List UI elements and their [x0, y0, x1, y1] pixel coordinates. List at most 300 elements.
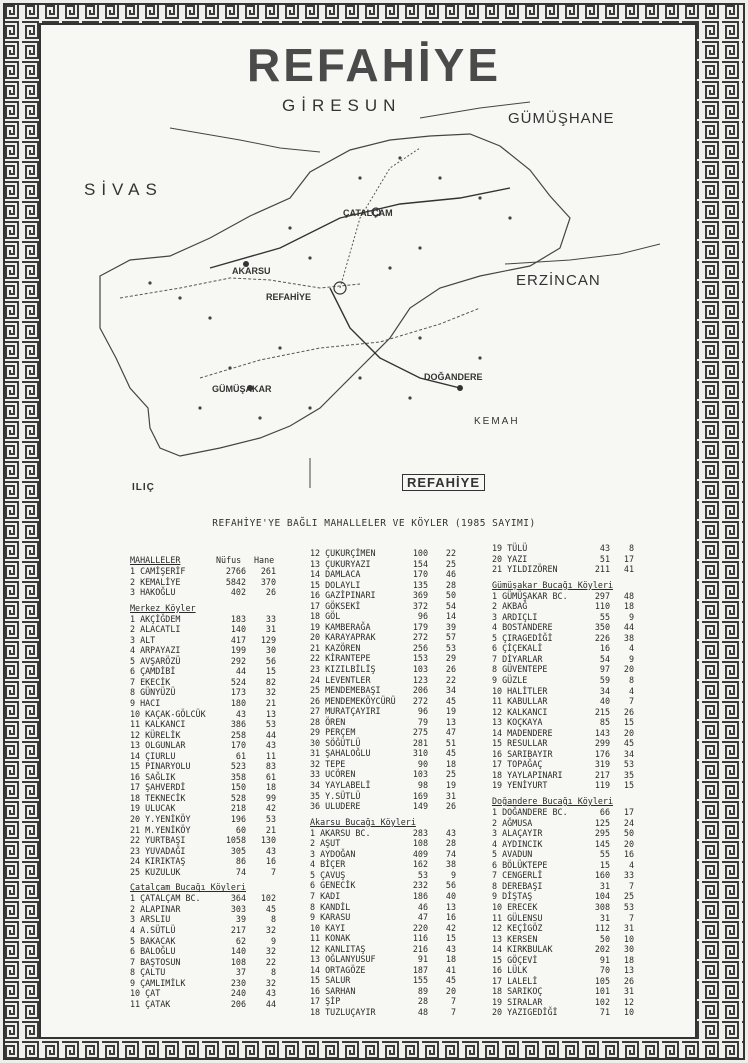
population-value: 173	[230, 687, 246, 698]
population-value: 150	[230, 782, 246, 793]
population-value: 258	[230, 729, 246, 740]
population-value: 364	[230, 893, 246, 904]
household-value: 40	[445, 890, 456, 901]
village-row	[130, 666, 280, 677]
village-name: 7 BAŞTOSUN	[130, 956, 181, 967]
village-row	[310, 880, 460, 891]
household-value: 10	[623, 1007, 634, 1018]
village-name: 2 ALACATLI	[130, 624, 181, 635]
household-value: 20	[623, 727, 634, 738]
village-name: 1 ÇATALÇAM BC.	[130, 893, 201, 904]
village-name: 27 MURATÇAYIRI	[310, 706, 381, 717]
village-name: 13 KOÇKAYA	[492, 717, 543, 728]
household-value: 22	[445, 548, 456, 558]
village-name: 36 ULUDERE	[310, 801, 361, 812]
population-value: 85	[599, 717, 610, 728]
map-label-sivas: SİVAS	[84, 180, 163, 199]
population-value: 125	[594, 817, 610, 828]
household-value: 19	[445, 780, 456, 791]
household-value: 9	[270, 935, 276, 946]
village-row	[492, 654, 642, 665]
population-value: 226	[594, 632, 610, 643]
population-value: 66	[599, 807, 610, 818]
village-name: 18 SARIKOÇ	[492, 986, 543, 997]
population-value: 155	[412, 975, 428, 986]
village-name: 20 YAZIGEDİĞİ	[492, 1007, 558, 1018]
section-title: Doğandere Bucağı Köyleri	[492, 796, 614, 807]
village-row	[310, 954, 460, 965]
village-name: 25 MENDEMEBAŞI	[310, 685, 381, 696]
village-name: 9 GÜZLE	[492, 675, 528, 686]
population-value: 55	[599, 849, 610, 860]
village-row	[310, 801, 460, 812]
population-value: 145	[594, 838, 610, 849]
map-title-box: REFAHİYE	[402, 474, 485, 491]
village-name: 16 SARHAN	[310, 985, 356, 996]
population-value: 123	[412, 674, 428, 685]
village-row	[310, 996, 460, 1007]
village-name: 24 KIRIKTAŞ	[130, 856, 186, 867]
village-name: 23 KIZILBİLİŞ	[310, 664, 376, 675]
village-row	[130, 687, 280, 698]
population-value: 46	[417, 901, 428, 912]
village-name: 9 HACI	[130, 698, 161, 709]
household-value: 44	[623, 622, 634, 633]
household-value: 4	[628, 859, 634, 870]
population-value: 1058	[225, 835, 246, 846]
section-title: Akarsu Bucağı Köyleri	[310, 816, 416, 827]
household-value: 8	[270, 914, 276, 925]
village-name: 28 ÖREN	[310, 716, 346, 727]
column-1	[130, 554, 280, 1013]
village-name: 9 ÇAMLIMİLK	[130, 977, 186, 988]
village-row	[310, 859, 460, 870]
village-name: 7 KADI	[310, 890, 341, 901]
village-row	[310, 759, 460, 770]
map-label-erzincan: ERZİNCAN	[516, 272, 601, 289]
village-row	[310, 944, 460, 955]
household-value: 7	[628, 912, 634, 923]
village-row	[130, 814, 280, 825]
village-name: 11 KABULLAR	[492, 696, 548, 707]
household-value: 74	[445, 848, 456, 859]
village-name: 3 AYDOĞAN	[310, 848, 356, 859]
population-value: 372	[412, 600, 428, 611]
household-value: 61	[265, 771, 276, 782]
population-value: 60	[235, 824, 246, 835]
population-value: 523	[230, 761, 246, 772]
village-name: 13 ÇUKURYAZI	[310, 558, 371, 569]
village-row	[130, 835, 280, 846]
village-row	[310, 643, 460, 654]
village-row	[130, 740, 280, 751]
village-row	[492, 965, 642, 976]
village-name: 24 LEVENTLER	[310, 674, 371, 685]
population-value: 47	[417, 912, 428, 923]
village-name: 14 DAMLACA	[310, 569, 361, 580]
population-value: 100	[412, 548, 428, 558]
population-value: 369	[412, 590, 428, 601]
village-row	[130, 999, 280, 1010]
household-value: 26	[445, 664, 456, 675]
village-row	[310, 828, 460, 839]
village-name: 19 SIRALAR	[492, 996, 543, 1007]
village-name: 2 AŞUT	[310, 838, 341, 849]
section-title: Merkez Köyler	[130, 602, 196, 613]
village-name: 14 KIRKBULAK	[492, 944, 553, 955]
village-name: 17 ŞİP	[310, 996, 341, 1007]
village-name: 19 YENİYURT	[492, 780, 548, 791]
village-name: 1 AKÇİĞDEM	[130, 613, 181, 624]
population-value: 217	[230, 924, 246, 935]
household-value: 26	[445, 801, 456, 812]
household-value: 102	[260, 893, 276, 904]
household-value: 34	[623, 748, 634, 759]
population-value: 101	[594, 986, 610, 997]
village-name: 3 HAKOĞLU	[130, 587, 176, 598]
village-row	[492, 696, 642, 707]
household-value: 35	[623, 769, 634, 780]
village-row	[310, 664, 460, 675]
village-name: 16 SARIBAYIR	[492, 748, 553, 759]
household-value: 18	[623, 601, 634, 612]
village-name: 5 ÇIRAGEDİĞİ	[492, 632, 553, 643]
page-title: REFAHİYE	[246, 39, 502, 91]
village-row	[310, 738, 460, 749]
population-value: 102	[594, 996, 610, 1007]
household-value: 31	[445, 790, 456, 801]
population-value: 37	[235, 967, 246, 978]
household-value: 7	[628, 880, 634, 891]
village-row	[310, 653, 460, 664]
household-value: 26	[623, 706, 634, 717]
population-value: 2766	[225, 566, 246, 576]
household-value: 54	[445, 600, 456, 611]
village-row	[130, 730, 280, 741]
map-label-gumushane: GÜMÜŞHANE	[508, 110, 615, 127]
population-value: 149	[412, 801, 428, 812]
population-value: 154	[412, 558, 428, 569]
household-value: 45	[445, 748, 456, 759]
village-name: 18 YAYLAPINARI	[492, 769, 563, 780]
population-value: 310	[412, 748, 428, 759]
village-row	[130, 988, 280, 999]
household-value: 15	[623, 717, 634, 728]
household-value: 7	[270, 866, 276, 877]
village-row	[130, 978, 280, 989]
household-value: 56	[445, 880, 456, 891]
village-row	[492, 913, 642, 924]
population-value: 240	[230, 988, 246, 999]
village-row	[492, 675, 642, 686]
map-label-ilic: ILIÇ	[132, 482, 155, 493]
village-name: 12 KÜRELİK	[130, 729, 181, 740]
household-value: 43	[265, 988, 276, 999]
village-row	[492, 601, 642, 612]
village-name: 20 YAZI	[492, 553, 528, 564]
population-value: 186	[412, 890, 428, 901]
population-value: 103	[412, 664, 428, 675]
village-name: 15 SALUR	[310, 975, 351, 986]
population-value: 74	[235, 866, 246, 877]
village-name: 5 AVADUN	[492, 849, 533, 860]
household-value: 4	[628, 643, 634, 654]
household-value: 13	[265, 708, 276, 719]
population-value: 179	[412, 621, 428, 632]
household-value: 33	[265, 613, 276, 624]
village-name: 4 ARPAYAZI	[130, 645, 181, 656]
village-name: 10 ÇAT	[130, 988, 161, 999]
village-name: 29 PERÇEM	[310, 727, 356, 738]
household-value: 43	[265, 845, 276, 856]
village-name: 5 ÇAVUŞ	[310, 869, 346, 880]
village-name: 8 ÇALTU	[130, 967, 166, 978]
household-value: 53	[623, 901, 634, 912]
population-value: 48	[417, 1006, 428, 1017]
population-value: 119	[594, 780, 610, 791]
village-name: 7 EKECİK	[130, 676, 171, 687]
village-name: 1 GÜMÜŞAKAR BC.	[492, 590, 568, 601]
village-name: 21 M.YENİKÖY	[130, 824, 191, 835]
population-value: 43	[235, 708, 246, 719]
village-row	[492, 923, 642, 934]
population-value: 108	[412, 838, 428, 849]
village-row	[310, 791, 460, 802]
household-value: 9	[628, 653, 634, 664]
household-value: 34	[445, 685, 456, 696]
household-value: 15	[445, 933, 456, 944]
village-row	[310, 622, 460, 633]
population-value: 305	[230, 845, 246, 856]
household-value: 53	[445, 642, 456, 653]
household-value: 7	[628, 696, 634, 707]
population-value: 62	[235, 935, 246, 946]
village-name: 10 ERECEK	[492, 901, 538, 912]
village-name: 10 KAÇAK-GÖLCÜK	[130, 708, 206, 719]
village-row	[492, 944, 642, 955]
household-value: 19	[445, 706, 456, 717]
village-row	[310, 706, 460, 717]
village-name: 7 CENGERLİ	[492, 870, 543, 881]
village-row	[310, 675, 460, 686]
household-value: 31	[623, 986, 634, 997]
village-name: 18 TEKNECİK	[130, 792, 186, 803]
village-name: 4 BİÇER	[310, 859, 346, 870]
population-value: 319	[594, 759, 610, 770]
population-value: 79	[417, 716, 428, 727]
population-value: 91	[599, 954, 610, 965]
household-value: 261	[260, 566, 276, 576]
village-name: 34 YAYLABELİ	[310, 780, 371, 791]
household-value: 32	[265, 924, 276, 935]
village-name: 15 RESULLAR	[492, 738, 548, 749]
population-value: 162	[412, 859, 428, 870]
village-name: 8 DEREBAŞI	[492, 880, 543, 891]
village-name: 22 YURTBAŞI	[130, 835, 186, 846]
household-value: 38	[445, 859, 456, 870]
household-value: 44	[265, 998, 276, 1009]
population-value: 44	[235, 666, 246, 677]
household-value: 51	[445, 737, 456, 748]
section-title: Gümüşakar Bucağı Köyleri	[492, 579, 614, 590]
household-value: 48	[623, 590, 634, 601]
household-value: 39	[445, 621, 456, 632]
population-value: 256	[412, 642, 428, 653]
household-value: 130	[260, 835, 276, 846]
household-value: 14	[445, 611, 456, 622]
household-value: 25	[445, 558, 456, 569]
village-row	[130, 846, 280, 857]
village-row	[310, 965, 460, 976]
household-value: 7	[450, 996, 456, 1007]
household-value: 18	[265, 782, 276, 793]
village-row	[492, 881, 642, 892]
household-value: 4	[628, 685, 634, 696]
population-value: 206	[230, 998, 246, 1009]
household-value: 16	[265, 856, 276, 867]
village-name: 32 TEPE	[310, 758, 346, 769]
village-row	[492, 902, 642, 913]
village-name: 2 ALAPINAR	[130, 903, 181, 914]
village-row	[492, 759, 642, 770]
village-row	[492, 870, 642, 881]
household-value: 9	[450, 869, 456, 880]
household-value: 47	[445, 727, 456, 738]
village-row	[130, 677, 280, 688]
population-value: 90	[417, 758, 428, 769]
household-value: 42	[445, 922, 456, 933]
population-value: 402	[230, 587, 246, 598]
population-value: 135	[412, 579, 428, 590]
map-label-dogandere: DOĞANDERE	[424, 372, 483, 382]
population-value: 216	[412, 943, 428, 954]
population-value: 34	[599, 685, 610, 696]
population-value: 295	[594, 828, 610, 839]
map-label-refahiye: REFAHİYE	[266, 292, 312, 302]
population-value: 96	[417, 706, 428, 717]
household-value: 42	[265, 803, 276, 814]
household-value: 22	[265, 956, 276, 967]
population-value: 211	[594, 564, 610, 575]
household-value: 7	[450, 1006, 456, 1017]
population-value: 108	[230, 956, 246, 967]
village-name: 12 KEÇİGÖZ	[492, 923, 543, 934]
village-name: 7 DİYARLAR	[492, 653, 543, 664]
village-name: 8 GÜNYÜZÜ	[130, 687, 176, 698]
population-value: 358	[230, 771, 246, 782]
population-value: 272	[412, 632, 428, 643]
village-row	[130, 946, 280, 957]
household-value: 45	[445, 975, 456, 986]
population-value: 5842	[225, 576, 246, 587]
village-name: 17 ŞAHVERDİ	[130, 782, 186, 793]
village-name: 3 ARSLIU	[130, 914, 171, 925]
village-name: 16 SAĞLIK	[130, 771, 176, 782]
household-value: 43	[445, 943, 456, 954]
village-row	[492, 839, 642, 850]
village-row	[492, 591, 642, 602]
population-value: 308	[594, 901, 610, 912]
village-name: 5 AVŞARÖZÜ	[130, 655, 181, 666]
village-name: 23 YUVADAĞI	[130, 845, 186, 856]
household-value: 28	[445, 838, 456, 849]
household-value: 41	[445, 964, 456, 975]
header-nufus: Nüfus	[216, 555, 242, 565]
village-name: 21 KAZÖREN	[310, 642, 361, 653]
population-value: 528	[230, 792, 246, 803]
village-name: 18 TUZLUÇAYIR	[310, 1006, 376, 1017]
village-name: 17 LALELİ	[492, 975, 538, 986]
population-value: 104	[594, 891, 610, 902]
population-value: 54	[599, 653, 610, 664]
village-row	[492, 612, 642, 623]
column-2	[310, 548, 460, 1022]
header-hane: Hane	[254, 555, 275, 565]
village-row	[492, 891, 642, 902]
village-row	[492, 828, 642, 839]
village-row	[492, 749, 642, 760]
village-row	[130, 782, 280, 793]
village-row	[492, 780, 642, 791]
section-title: MAHALLELER Nüfus Hane	[130, 555, 275, 565]
village-name: 14 ORTAGÖZE	[310, 964, 366, 975]
population-value: 140	[230, 946, 246, 957]
household-value: 50	[445, 590, 456, 601]
household-value: 17	[623, 553, 634, 564]
household-value: 12	[623, 996, 634, 1007]
population-value: 350	[594, 622, 610, 633]
village-name: 2 AĞMUSA	[492, 817, 533, 828]
household-value: 32	[265, 946, 276, 957]
household-value: 8	[270, 967, 276, 978]
village-row	[130, 856, 280, 867]
village-name: 4 AYDINCIK	[492, 838, 543, 849]
village-name: 12 KALKANCI	[492, 706, 548, 717]
village-row	[130, 566, 280, 577]
household-value: 15	[265, 666, 276, 677]
village-row	[492, 707, 642, 718]
village-name: 20 Y.YENİKÖY	[130, 814, 191, 825]
village-name: 8 KANDİL	[310, 901, 351, 912]
village-name: 16 LÜLK	[492, 965, 528, 976]
village-row	[492, 622, 642, 633]
village-row	[130, 577, 280, 588]
population-value: 140	[230, 624, 246, 635]
household-value: 53	[265, 814, 276, 825]
village-row	[310, 611, 460, 622]
population-value: 116	[412, 933, 428, 944]
village-name: 13 OĞLANYUSUF	[310, 954, 376, 965]
household-value: 45	[445, 695, 456, 706]
village-name: 11 KALKANCI	[130, 719, 186, 730]
population-value: 275	[412, 727, 428, 738]
population-value: 31	[599, 912, 610, 923]
population-value: 16	[599, 643, 610, 654]
village-row	[310, 748, 460, 759]
household-value: 8	[628, 543, 634, 553]
population-value: 97	[599, 664, 610, 675]
village-row	[310, 685, 460, 696]
household-value: 29	[445, 653, 456, 664]
village-name: 1 AKARSU BC.	[310, 827, 371, 838]
household-value: 17	[623, 807, 634, 818]
household-value: 21	[265, 824, 276, 835]
household-value: 28	[445, 579, 456, 590]
population-value: 86	[235, 856, 246, 867]
village-row	[492, 643, 642, 654]
household-value: 16	[445, 912, 456, 923]
section-title: Çatalçam Bucağı Köyleri	[130, 882, 246, 893]
